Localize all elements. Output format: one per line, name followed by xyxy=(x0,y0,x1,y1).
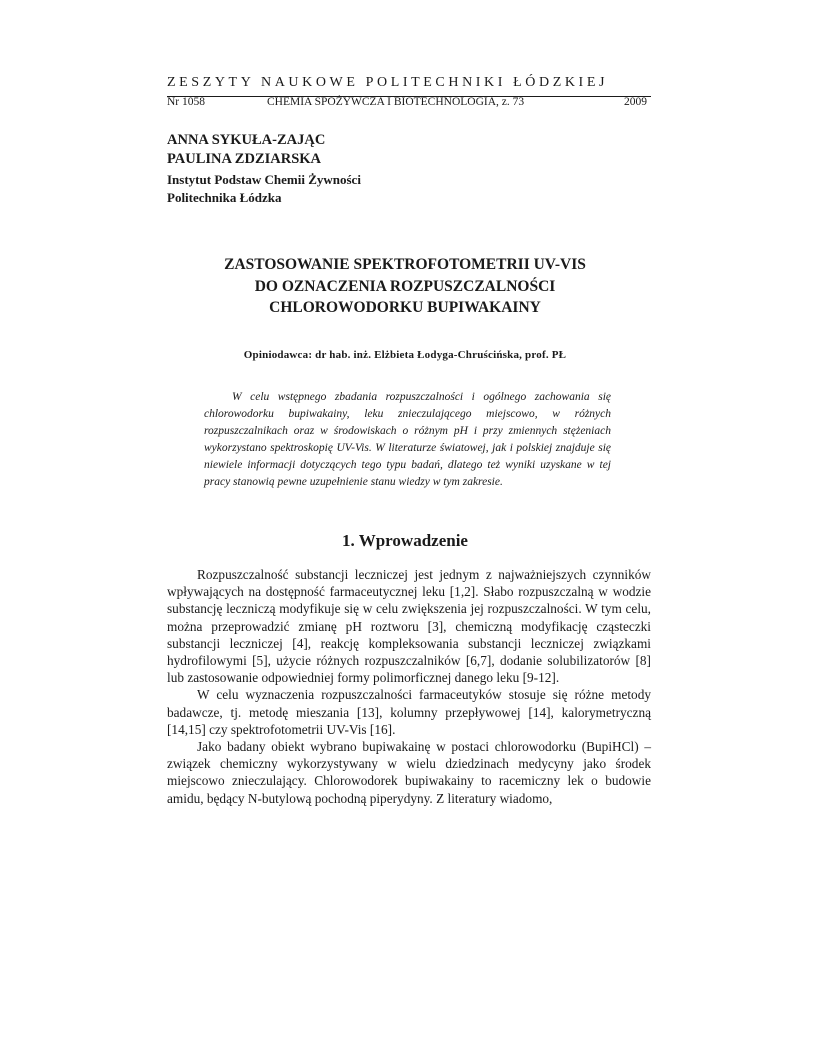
section-heading: 1. Wprowadzenie xyxy=(342,531,468,550)
title-line: DO OZNACZENIA ROZPUSZCZALNOŚCI xyxy=(254,277,556,295)
section-body xyxy=(167,566,651,807)
author-list xyxy=(167,131,325,169)
issue-number: Nr 1058 xyxy=(167,96,206,108)
title-line: ZASTOSOWANIE SPEKTROFOTOMETRII UV-VIS xyxy=(224,256,586,273)
paper-title xyxy=(160,254,650,319)
abstract: W celu wstępnego zbadania rozpuszczalności i ogólnego zachowania się chlorowodorku bupiwakainy, leku znieczulającego miejscowo, w różnych rozpuszczalnikach oraz w środowiskach o różnym pH i przy zmiennych stężeniach wykorzystano spektroskopię UV-Vis. W literaturze światowej, jak i polskiej znajduje się niewiele informacji dotyczących tego typu badań, dlatego też wyniki uzyskane w tej pracy stanowią pewne uzupełnienie stanu wiedzy w tym zakresie. xyxy=(204,391,611,489)
affiliation xyxy=(167,171,361,207)
journal-title: ZESZYTY NAUKOWE POLITECHNIKI ŁÓDZKIEJ xyxy=(167,75,609,90)
author-name: ANNA SYKUŁA-ZAJĄC xyxy=(167,132,326,148)
paragraph: Rozpuszczalność substancji leczniczej jest jednym z najważniejszych czynników wpływających na dostępność farmaceutycznej leku [1,2]. Słabo rozpuszczalną w wodzie substancję leczniczą modyfikuje się w celu zwiększenia jej rozpuszczalności. W tym celu, można przeprowadzić zmianę pH roztworu [3], chemiczną modyfikację cząsteczki substancji leczniczej [4], reakcję kompleksowania substancji leczniczej związkami hydrofilowymi [5], użycie różnych rozpuszczalników [6,7], dodanie solubilizatorów [8] lub zastosowanie odpowiedniej formy polimorficznej danego leku [9-12]. xyxy=(167,567,651,686)
affiliation-institute: Instytut Podstaw Chemii Żywności xyxy=(167,172,361,187)
reviewer-line: Opiniodawca: dr hab. inż. Elżbieta Łodyga-Chruścińska, prof. PŁ xyxy=(243,349,567,361)
publication-year: 2009 xyxy=(624,96,647,108)
paragraph: Jako badany obiekt wybrano bupiwakainę w postaci chlorowodorku (BupiHCl) – związek chemiczny wykorzystywany w wielu dziedzinach medycyny jako środek miejscowo znieczulający. Chlorowodorek bupiwakainy to racemiczny lek o budowie amidu, będący N-butylową pochodną piperydyny. Z literatury wiadomo, xyxy=(167,739,651,806)
paragraph: W celu wyznaczenia rozpuszczalności farmaceutyków stosuje się różne metody badawcze, tj. metodę mieszania [13], kolumny przepływowej [14], kalorymetryczną [14,15] czy spektrofotometrii UV-Vis [16]. xyxy=(167,687,651,737)
author-name: PAULINA ZDZIARSKA xyxy=(167,151,322,167)
affiliation-university: Politechnika Łódzka xyxy=(167,190,282,205)
series-name: CHEMIA SPOŻYWCZA I BIOTECHNOLOGIA, z. 73 xyxy=(267,96,525,108)
title-line: CHLOROWODORKU BUPIWAKAINY xyxy=(269,299,541,316)
